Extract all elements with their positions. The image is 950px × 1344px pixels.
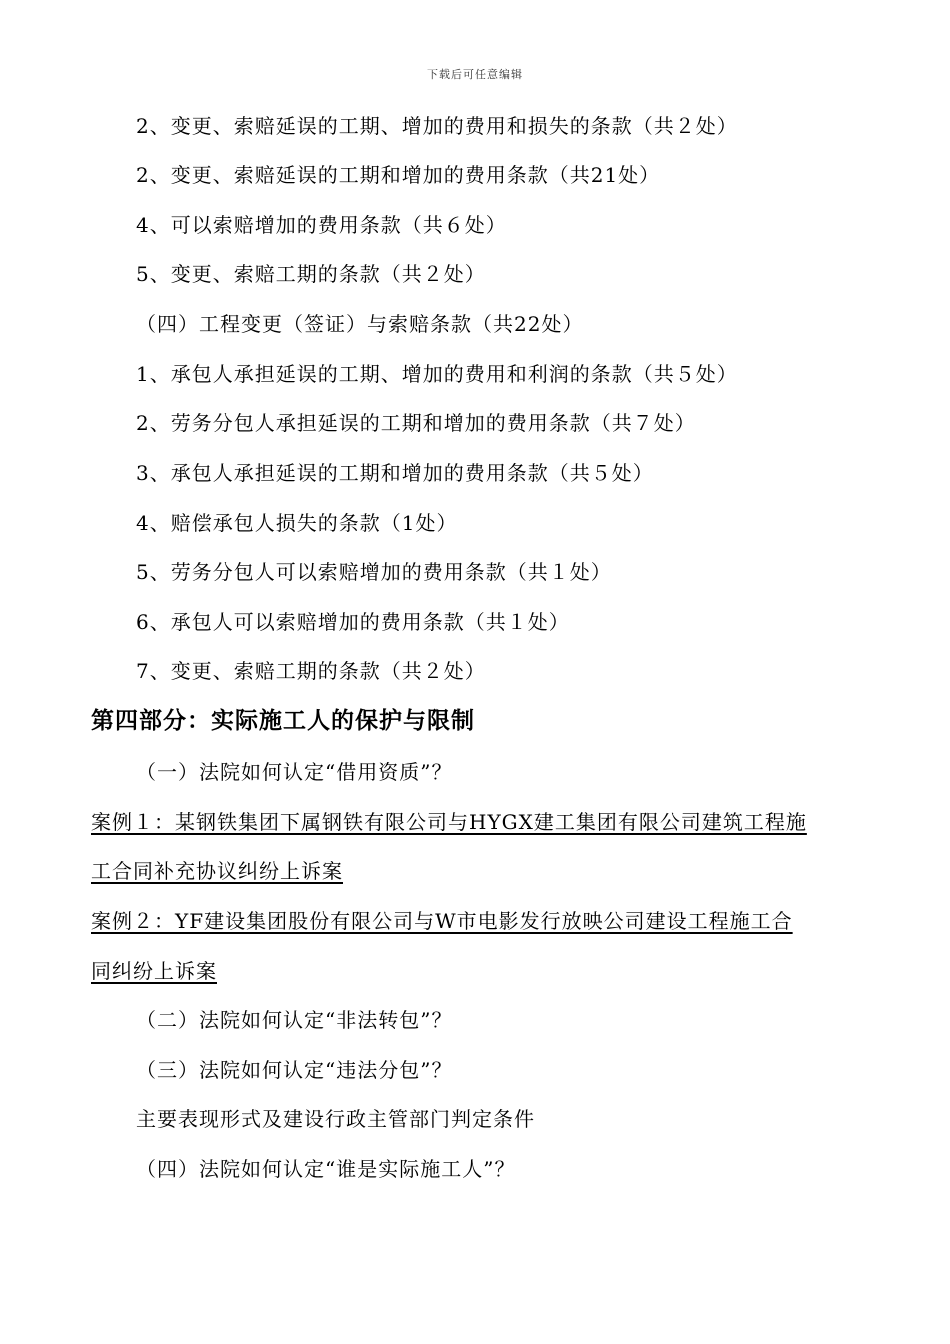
clause-item-6: 2、劳务分包人承担延误的工期和增加的费用条款（共７处） [136,411,696,435]
clause-item-9: 5、劳务分包人可以索赔增加的费用条款（共１处） [136,560,612,584]
clause-item-8: 4、赔偿承包人损失的条款（1处） [136,511,458,535]
question-four: （四）法院如何认定“谁是实际施工人”？ [136,1157,516,1181]
part-four-heading: 第四部分：实际施工人的保护与限制 [91,708,475,734]
clause-item-3: 4、可以索赔增加的费用条款（共６处） [136,213,507,237]
case-two-link-line1[interactable]: 案例２：YF建设集团股份有限公司与W市电影发行放映公司建设工程施工合 [91,909,793,933]
clause-item-5: 1、承包人承担延误的工期、增加的费用和利润的条款（共５处） [136,362,738,386]
section-heading-four: （四）工程变更（签证）与索赔条款（共22处） [136,312,584,336]
question-three: （三）法院如何认定“违法分包”？ [136,1058,453,1082]
question-one: （一）法院如何认定“借用资质”？ [136,760,453,784]
question-two: （二）法院如何认定“非法转包”？ [136,1008,453,1032]
clause-item-4: 5、变更、索赔工期的条款（共２处） [136,262,486,286]
download-note: 下载后可任意编辑 [427,68,523,81]
clause-item-2: 2、变更、索赔延误的工期和增加的费用条款（共21处） [136,163,661,187]
question-three-subtitle: 主要表现形式及建设行政主管部门判定条件 [136,1107,535,1131]
case-one-link-line1[interactable]: 案例１：某钢铁集团下属钢铁有限公司与HYGX建工集团有限公司建筑工程施 [91,810,807,834]
case-one-link-line2[interactable]: 工合同补充协议纠纷上诉案 [91,859,343,883]
clause-item-7: 3、承包人承担延误的工期和增加的费用条款（共５处） [136,461,654,485]
case-two-link-line2[interactable]: 同纠纷上诉案 [91,959,217,983]
clause-item-11: 7、变更、索赔工期的条款（共２处） [136,659,486,683]
clause-item-1: 2、变更、索赔延误的工期、增加的费用和损失的条款（共２处） [136,114,738,138]
clause-item-10: 6、承包人可以索赔增加的费用条款（共１处） [136,610,570,634]
